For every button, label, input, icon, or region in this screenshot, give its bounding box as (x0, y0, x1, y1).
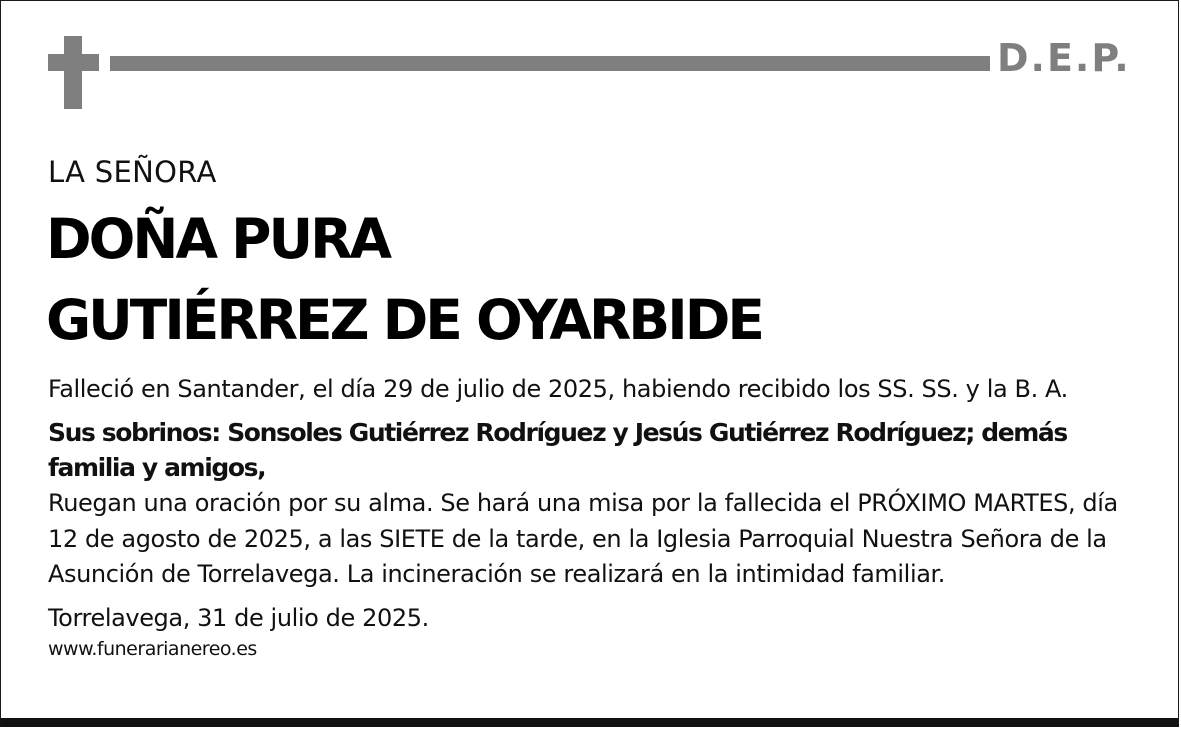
family-list: Sus sobrinos: Sonsoles Gutiérrez Rodríguez y Jesús Gutiérrez Rodríguez; demás familia y amigos, (48, 418, 1067, 482)
cross-icon (64, 36, 82, 109)
deceased-name-line2: GUTIÉRREZ DE OYARBIDE (46, 288, 762, 352)
dep-label: D.E.P. (997, 36, 1131, 80)
mass-request: Ruegan una oración por su alma. Se hará una misa por la fallecida el PRÓXIMO MARTES, día 12 de agosto de 2025, a las SIETE de la tarde, en la Iglesia Parroquial Nuestra Señora de la Asunción de Torrelavega. La incineración se realizará en la intimidad familiar. (48, 489, 1118, 588)
header-rule (110, 56, 990, 71)
place-date: Torrelavega, 31 de julio de 2025. (48, 604, 429, 632)
death-info: Falleció en Santander, el día 29 de julio de 2025, habiendo recibido los SS. SS. y la B. A. (48, 375, 1068, 403)
cross-icon-arm (48, 54, 99, 71)
deceased-name-line1: DOÑA PURA (46, 207, 390, 271)
salutation: LA SEÑORA (48, 155, 217, 189)
website-link[interactable]: www.funerarianereo.es (48, 638, 257, 660)
